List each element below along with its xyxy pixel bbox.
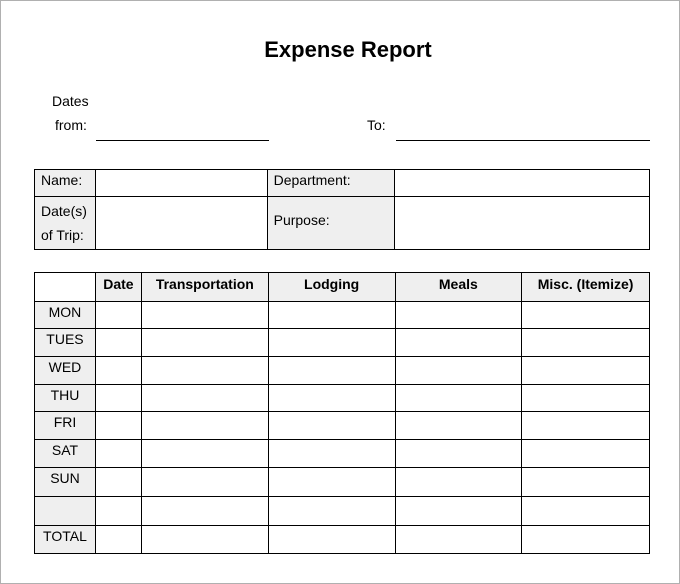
meals-cell[interactable] (395, 357, 522, 385)
day-label: MON (35, 302, 96, 329)
transportation-cell[interactable] (141, 302, 268, 329)
meals-cell[interactable] (395, 412, 522, 440)
misc-cell[interactable] (522, 302, 650, 329)
header-misc: Misc. (Itemize) (522, 273, 650, 302)
misc-cell[interactable] (522, 412, 650, 440)
transportation-cell[interactable] (141, 412, 268, 440)
trip-info-table (34, 169, 650, 250)
transportation-cell[interactable] (141, 497, 268, 526)
date-cell[interactable] (95, 302, 141, 329)
lodging-cell[interactable] (268, 412, 395, 440)
day-label: SUN (35, 468, 96, 497)
purpose-field[interactable] (394, 197, 649, 250)
lodging-cell[interactable] (268, 497, 395, 526)
day-label: WED (35, 357, 96, 385)
misc-cell[interactable] (522, 526, 650, 554)
misc-cell[interactable] (522, 497, 650, 526)
from-label: from: (55, 117, 87, 133)
date-cell[interactable] (95, 526, 141, 554)
meals-cell[interactable] (395, 385, 522, 412)
meals-cell[interactable] (395, 497, 522, 526)
expense-table (34, 272, 650, 554)
misc-cell[interactable] (522, 357, 650, 385)
name-field[interactable] (95, 170, 267, 197)
lodging-cell[interactable] (268, 329, 395, 357)
transportation-cell[interactable] (141, 526, 268, 554)
table-row (35, 468, 650, 497)
date-cell[interactable] (95, 497, 141, 526)
table-row (35, 497, 650, 526)
transportation-cell[interactable] (141, 385, 268, 412)
day-label (35, 497, 96, 526)
day-label: TOTAL (35, 526, 96, 554)
department-field[interactable] (394, 170, 649, 197)
dates-label: Dates (52, 93, 89, 109)
department-label: Department: (267, 170, 394, 197)
expense-header-row (35, 273, 650, 302)
header-meals: Meals (395, 273, 522, 302)
to-date-field[interactable] (396, 140, 650, 141)
table-row (35, 329, 650, 357)
dates-of-trip-line1: Date(s) (41, 203, 87, 219)
transportation-cell[interactable] (141, 357, 268, 385)
lodging-cell[interactable] (268, 526, 395, 554)
lodging-cell[interactable] (268, 385, 395, 412)
lodging-cell[interactable] (268, 302, 395, 329)
date-cell[interactable] (95, 357, 141, 385)
lodging-cell[interactable] (268, 440, 395, 468)
table-row (35, 357, 650, 385)
meals-cell[interactable] (395, 526, 522, 554)
lodging-cell[interactable] (268, 357, 395, 385)
meals-cell[interactable] (395, 468, 522, 497)
table-row (35, 302, 650, 329)
meals-cell[interactable] (395, 329, 522, 357)
date-cell[interactable] (95, 329, 141, 357)
date-cell[interactable] (95, 468, 141, 497)
transportation-cell[interactable] (141, 468, 268, 497)
date-cell[interactable] (95, 385, 141, 412)
transportation-cell[interactable] (141, 329, 268, 357)
header-day (35, 273, 96, 302)
name-label: Name: (35, 170, 96, 197)
misc-cell[interactable] (522, 468, 650, 497)
to-label: To: (367, 117, 386, 133)
date-cell[interactable] (95, 412, 141, 440)
header-date: Date (95, 273, 141, 302)
day-label: FRI (35, 412, 96, 440)
page-title: Expense Report (264, 37, 432, 62)
day-label: THU (35, 385, 96, 412)
table-row (35, 440, 650, 468)
transportation-cell[interactable] (141, 440, 268, 468)
misc-cell[interactable] (522, 329, 650, 357)
dates-of-trip-label (35, 197, 96, 250)
misc-cell[interactable] (522, 385, 650, 412)
lodging-cell[interactable] (268, 468, 395, 497)
dates-of-trip-field[interactable] (95, 197, 267, 250)
day-label: SAT (35, 440, 96, 468)
table-row (35, 412, 650, 440)
meals-cell[interactable] (395, 440, 522, 468)
table-row (35, 526, 650, 554)
meals-cell[interactable] (395, 302, 522, 329)
from-date-field[interactable] (96, 140, 269, 141)
purpose-label: Purpose: (267, 197, 394, 250)
date-cell[interactable] (95, 440, 141, 468)
table-row (35, 385, 650, 412)
header-lodging: Lodging (268, 273, 395, 302)
header-transportation: Transportation (141, 273, 268, 302)
dates-of-trip-line2: of Trip: (41, 227, 84, 243)
misc-cell[interactable] (522, 440, 650, 468)
day-label: TUES (35, 329, 96, 357)
